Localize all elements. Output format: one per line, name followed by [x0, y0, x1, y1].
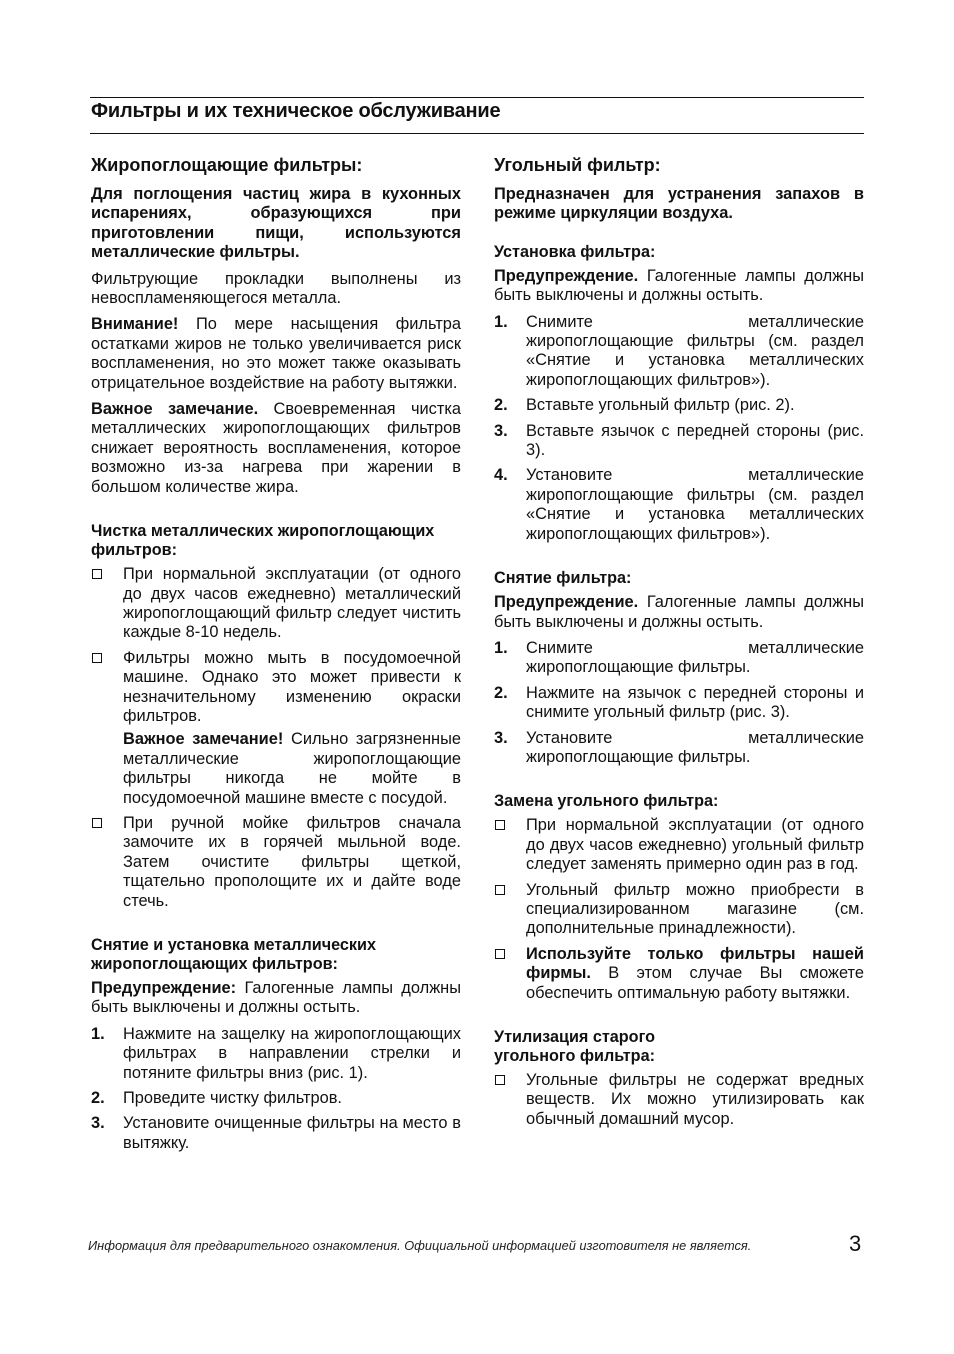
- dishwasher-note: [123, 730, 461, 808]
- removal-heading: Снятие и установка металлических жиропоглощающих фильтров:: [91, 936, 376, 973]
- remove-warning-text: Галогенные лампы должны быть выключены и должны остыть.: [494, 593, 864, 631]
- page-number: 3: [849, 1231, 862, 1256]
- checkbox-bullet-icon: [92, 653, 102, 663]
- header-rule-bottom: [90, 133, 864, 134]
- footer-disclaimer: Информация для предварительного ознакомления. Официальной информацией изготовителя не является.: [88, 1238, 752, 1253]
- step-item: 2. Вставьте угольный фильтр (рис. 2).: [494, 396, 795, 415]
- important-note-label: Важное замечание.: [91, 400, 259, 419]
- disposal-list: [494, 1071, 864, 1129]
- removal-warning: [91, 979, 461, 1018]
- step-item: 2. Проведите чистку фильтров.: [91, 1089, 342, 1108]
- step-item: 4. Установите металлические жиропоглощающие фильтры (см. раздел «Снятие и установка металлических жиропоглощающих фильтров»).: [494, 466, 864, 543]
- step-item: 2. Нажмите на язычок с передней стороны и снимите угольный фильтр (рис. 3).: [494, 683, 864, 722]
- dishwasher-note-text: Сильно загрязненные металлические жиропоглощающие фильтры никогда не мойте в посудомоечной машине вместе с посудой.: [123, 730, 461, 807]
- list-item: Угольный фильтр можно приобрести в специализированном магазине (см. дополнительные принадлежности).: [494, 881, 864, 939]
- charcoal-filter-lead: Предназначен для устранения запахов в режиме циркуляции воздуха.: [494, 185, 864, 223]
- install-warning-text: Галогенные лампы должны быть выключены и должны остыть.: [494, 266, 864, 305]
- important-note-text: Своевременная чистка металлических жиропоглощающих фильтров снижает вероятность воспламенения, которое возможно из-за нагрева при жарении в большом количестве жира.: [91, 400, 461, 496]
- cleaning-list: [91, 565, 461, 911]
- left-column: [91, 154, 461, 1160]
- important-note-paragraph: [91, 400, 461, 497]
- list-item: При нормальной эксплуатации (от одного до двух часов ежедневно) угольный фильтр следует заменять примерно один раз в год.: [494, 816, 864, 874]
- checkbox-bullet-icon: [92, 569, 102, 579]
- step-item: 1. Снимите металлические жиропоглощающие фильтры (см. раздел «Снятие и установка металлических жиропоглощающих фильтров»).: [494, 312, 864, 389]
- charcoal-filter-heading: Угольный фильтр:: [494, 155, 661, 175]
- checkbox-bullet-icon: [92, 818, 102, 828]
- removal-warning-label: Предупреждение:: [91, 979, 237, 997]
- install-steps: [494, 313, 864, 544]
- attention-text: По мере насыщения фильтра остатками жиров не только увеличивается риск воспламенения, но это может также оказывать отрицательное воздействие на работу вытяжки.: [91, 315, 461, 392]
- header-rule-top: [90, 97, 864, 98]
- grease-filters-heading: Жиропоглощающие фильтры:: [91, 155, 363, 175]
- install-heading: Установка фильтра:: [494, 242, 656, 261]
- checkbox-bullet-icon: [495, 1075, 505, 1085]
- list-item: Фильтры можно мыть в посудомоечной машине. Однако это может привести к незначительному изменению окраски фильтров. Важное замечание! Сильно загрязненные металлические жиропоглощающие фильтры никогда не мойте в посудомоечной машине вместе с посудой.: [91, 649, 461, 808]
- removal-steps: [91, 1025, 461, 1153]
- checkbox-bullet-icon: [495, 885, 505, 895]
- list-item: Угольные фильтры не содержат вредных веществ. Их можно утилизировать как обычный домашний мусор.: [494, 1071, 864, 1129]
- remove-warning: [494, 593, 864, 632]
- grease-filters-material: Фильтрующие прокладки выполнены из невоспламеняющегося металла.: [91, 269, 461, 308]
- disposal-heading: Утилизация старого угольного фильтра:: [494, 1028, 655, 1065]
- replace-list: [494, 816, 864, 1003]
- dishwasher-note-label: Важное замечание!: [123, 730, 284, 749]
- page-title: Фильтры и их техническое обслуживание: [91, 100, 501, 122]
- list-item: При нормальной эксплуатации (от одного до двух часов ежедневно) металлический жиропоглощающий фильтр следует чистить каждые 8-10 недель.: [91, 565, 461, 643]
- remove-heading: Снятие фильтра:: [494, 569, 632, 588]
- original-filters-label: Используйте только фильтры нашей фирмы.: [526, 944, 864, 983]
- remove-warning-label: Предупреждение.: [494, 593, 639, 612]
- checkbox-bullet-icon: [495, 949, 505, 959]
- attention-label: Внимание!: [91, 315, 179, 334]
- step-item: 3. Установите металлические жиропоглощающие фильтры.: [494, 728, 864, 766]
- step-item: 3. Установите очищенные фильтры на место в вытяжку.: [91, 1114, 461, 1152]
- remove-steps: [494, 639, 864, 767]
- step-item: 1. Снимите металлические жиропоглощающие фильтры.: [494, 638, 864, 677]
- removal-warning-text: Галогенные лампы должны быть выключены и должны остыть.: [91, 979, 461, 1017]
- grease-filters-lead: Для поглощения частиц жира в кухонных испарениях, образующихся при приготовлении пищи, используются металлические фильтры.: [91, 185, 461, 262]
- step-item: 1. Нажмите на защелку на жиропоглощающих фильтрах в направлении стрелки и потяните фильтры вниз (рис. 1).: [91, 1024, 461, 1082]
- list-item: При ручной мойке фильтров сначала замочите их в горячей мыльной воде. Затем очистите фильтры щеткой, тщательно прополощите их и дайте воде стечь.: [91, 814, 461, 911]
- replace-heading: Замена угольного фильтра:: [494, 792, 719, 811]
- install-warning-label: Предупреждение.: [494, 266, 639, 285]
- cleaning-heading: Чистка металлических жиропоглощающих фильтров:: [91, 522, 435, 560]
- step-item: 3. Вставьте язычок с передней стороны (рис. 3).: [494, 421, 864, 460]
- list-item: Используйте только фильтры нашей фирмы. В этом случае Вы сможете обеспечить оптимальную работу вытяжки.: [494, 945, 864, 1003]
- checkbox-bullet-icon: [495, 820, 505, 830]
- right-column: [494, 154, 864, 1136]
- attention-paragraph: [91, 315, 461, 393]
- install-warning: [494, 267, 864, 306]
